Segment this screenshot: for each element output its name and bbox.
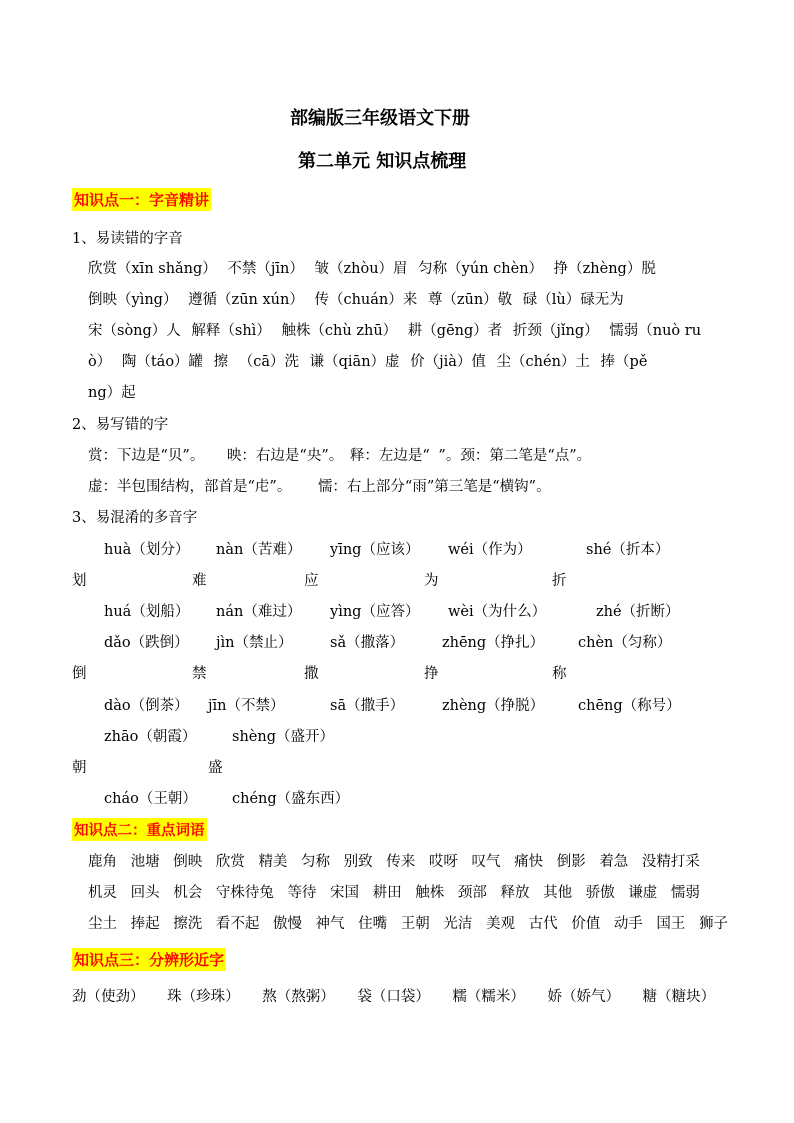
list-item: 虚：半包围结构，部首是“虍”。 [88,479,292,495]
polyphone-char: 盛 [208,760,223,776]
list-item: 宋国 [330,885,360,901]
list-item: 尊（zūn）敬 [427,292,513,308]
list-item: 王朝 [400,916,430,932]
pinyin-item: nàn（苦难） [216,542,302,558]
list-item: 耕（gēng）者 [407,323,503,339]
list-item: 珠（珍珠） [167,989,240,1005]
text-line [88,350,653,371]
polyphone-char: 朝 [72,760,87,776]
section-heading-2: 知识点二：重点词语 [72,818,207,841]
list-item: 住嘴 [358,916,388,932]
pinyin-item: chēng（称号） [578,698,681,714]
list-item: 光洁 [443,916,473,932]
list-item: （cā）洗 [238,354,300,370]
list-item: 糖（糖块） [642,989,716,1005]
list-item: 谦虚 [628,885,658,901]
list-item: 其他 [543,885,573,901]
polyphone-char: 挣 [424,666,439,682]
pinyin-item: zhé（折断） [596,604,680,620]
list-item: 袋（口袋） [357,989,430,1005]
pinyin-item: dào（倒茶） [104,698,189,714]
subheading-1: 1、易读错的字音 [72,231,183,247]
polyphone-char: 为 [424,573,439,589]
word-line [88,850,709,871]
list-item: 等待 [287,885,317,901]
list-item: 娇（娇气） [547,989,621,1005]
list-item: 遵循（zūn xún） [188,292,304,308]
list-item: 着急 [599,854,629,870]
polyphone-char: 折 [552,573,567,589]
word-line [88,912,737,933]
list-item: 神气 [315,916,345,932]
list-item: 传来 [386,854,416,870]
list-item: 倒影 [556,854,586,870]
list-item: 触株（chù zhū） [281,323,398,339]
list-item: 擦 [213,354,229,370]
pinyin-item: wèi（为什么） [448,604,547,620]
list-item: 没精打采 [641,854,700,870]
list-item: 匀称（yún chèn） [418,261,544,277]
pinyin-item: huá（划船） [104,604,190,620]
pinyin-item: zhāo（朝霞） [104,729,197,745]
list-item: 耕田 [372,885,402,901]
text-line [88,381,142,402]
polyphone-char: 难 [192,573,207,589]
pinyin-item: jīn（不禁） [208,698,285,714]
text-line [88,288,630,309]
list-item: 价（jià）值 [410,354,486,370]
list-item: 懦弱 [670,885,700,901]
list-item: 价值 [571,916,601,932]
pinyin-item: sā（撒手） [330,698,405,714]
pinyin-item: dǎo（跌倒） [104,635,189,651]
list-item: 欣赏（xīn shǎng） [88,261,217,277]
pinyin-item: yìng（应答） [330,604,420,620]
pinyin-item: zhèng（挣脱） [442,698,545,714]
list-item: 古代 [528,916,558,932]
word-line [88,881,709,902]
text-line [88,257,662,278]
subheading-2: 2、易写错的字 [72,417,169,433]
list-item: 别致 [343,854,373,870]
list-item: 狮子 [699,916,729,932]
list-item: 谦（qiān）虚 [309,354,400,370]
list-item: 陶（táo）罐 [121,354,204,370]
list-item: 映：右边是“央”。 [226,448,344,464]
section-heading-3: 知识点三：分辨形近字 [72,948,226,971]
list-item: 动手 [613,916,643,932]
list-item: 美观 [485,916,515,932]
list-item: 颈部 [457,885,487,901]
list-item: 糯（糯米） [452,989,525,1005]
list-item: 傲慢 [272,916,302,932]
list-item: 池塘 [130,854,160,870]
list-item: 不禁（jīn） [227,261,304,277]
page-subtitle: 第二单元 知识点梳理 [298,151,467,172]
list-item: 劲（使劲） [72,989,145,1005]
pinyin-item: shé（折本） [586,542,670,558]
list-item: 守株待兔 [215,885,274,901]
list-item: 倒映 [173,854,203,870]
list-item: 骄傲 [585,885,615,901]
list-item: 擦洗 [173,916,203,932]
pinyin-item: cháo（王朝） [104,791,197,807]
pinyin-item: jìn（禁止） [216,635,293,651]
pinyin-item: huà（划分） [104,542,190,558]
list-item: 解释（shì） [191,323,271,339]
list-item: ng）起 [88,385,136,401]
pinyin-item: nán（难过） [216,604,302,620]
pinyin-item: chéng（盛东西） [232,791,350,807]
similar-chars-line [72,985,721,1006]
subheading-3: 3、易混淆的多音字 [72,510,198,526]
list-item: 释放 [500,885,530,901]
section-heading-1: 知识点一：字音精讲 [72,188,211,211]
list-item: ò） [88,354,112,370]
list-item: 尘（chén）土 [496,354,590,370]
pinyin-item: sǎ（撒落） [330,635,405,651]
list-item: 挣（zhèng）脱 [553,261,656,277]
list-item: 赏：下边是“贝”。 [88,448,205,464]
list-item: 精美 [258,854,288,870]
text-line [88,475,557,496]
page-title: 部编版三年级语文下册 [290,108,470,129]
pinyin-item: yīng（应该） [330,542,420,558]
list-item: 痛快 [514,854,544,870]
list-item: 捧起 [130,916,160,932]
polyphone-char: 应 [304,573,319,589]
polyphone-char: 禁 [192,666,207,682]
list-item: 折颈（jǐng） [512,323,599,339]
list-item: 叹气 [471,854,501,870]
polyphone-char: 划 [72,573,87,589]
list-item: 欣赏 [215,854,245,870]
list-item: 熬（熬粥） [262,989,335,1005]
list-item: 传（chuán）来 [314,292,418,308]
polyphone-char: 称 [552,666,567,682]
pinyin-item: wéi（作为） [448,542,532,558]
list-item: 匀称 [301,854,331,870]
list-item: 看不起 [215,916,260,932]
pinyin-item: zhēng（挣扎） [442,635,545,651]
list-item: 倒映（yìng） [88,292,178,308]
text-line [88,319,707,340]
list-item: 国王 [656,916,686,932]
list-item: 哎呀 [428,854,458,870]
list-item: 机灵 [88,885,117,901]
list-item: 宋（sòng）人 [88,323,181,339]
polyphone-char: 撒 [304,666,319,682]
list-item: 懦：右上部分“雨”第三笔是“横钩”。 [317,479,551,495]
list-item: ”。颈：第二笔是“点”。 [438,448,592,464]
text-line [88,444,597,465]
list-item: 懦弱（nuò ru [609,323,702,339]
polyphone-char: 倒 [72,666,87,682]
list-item: 碌（lù）碌无为 [522,292,624,308]
list-item: 机会 [173,885,203,901]
list-item: 回头 [130,885,160,901]
pinyin-item: shèng（盛开） [232,729,334,745]
list-item: 鹿角 [88,854,117,870]
list-item: 皱（zhòu）眉 [314,261,408,277]
list-item: 触株 [415,885,445,901]
list-item: 尘土 [88,916,117,932]
list-item: 捧（pě [600,354,648,370]
list-item: 释：左边是“ [349,448,430,464]
pinyin-item: chèn（匀称） [578,635,672,651]
